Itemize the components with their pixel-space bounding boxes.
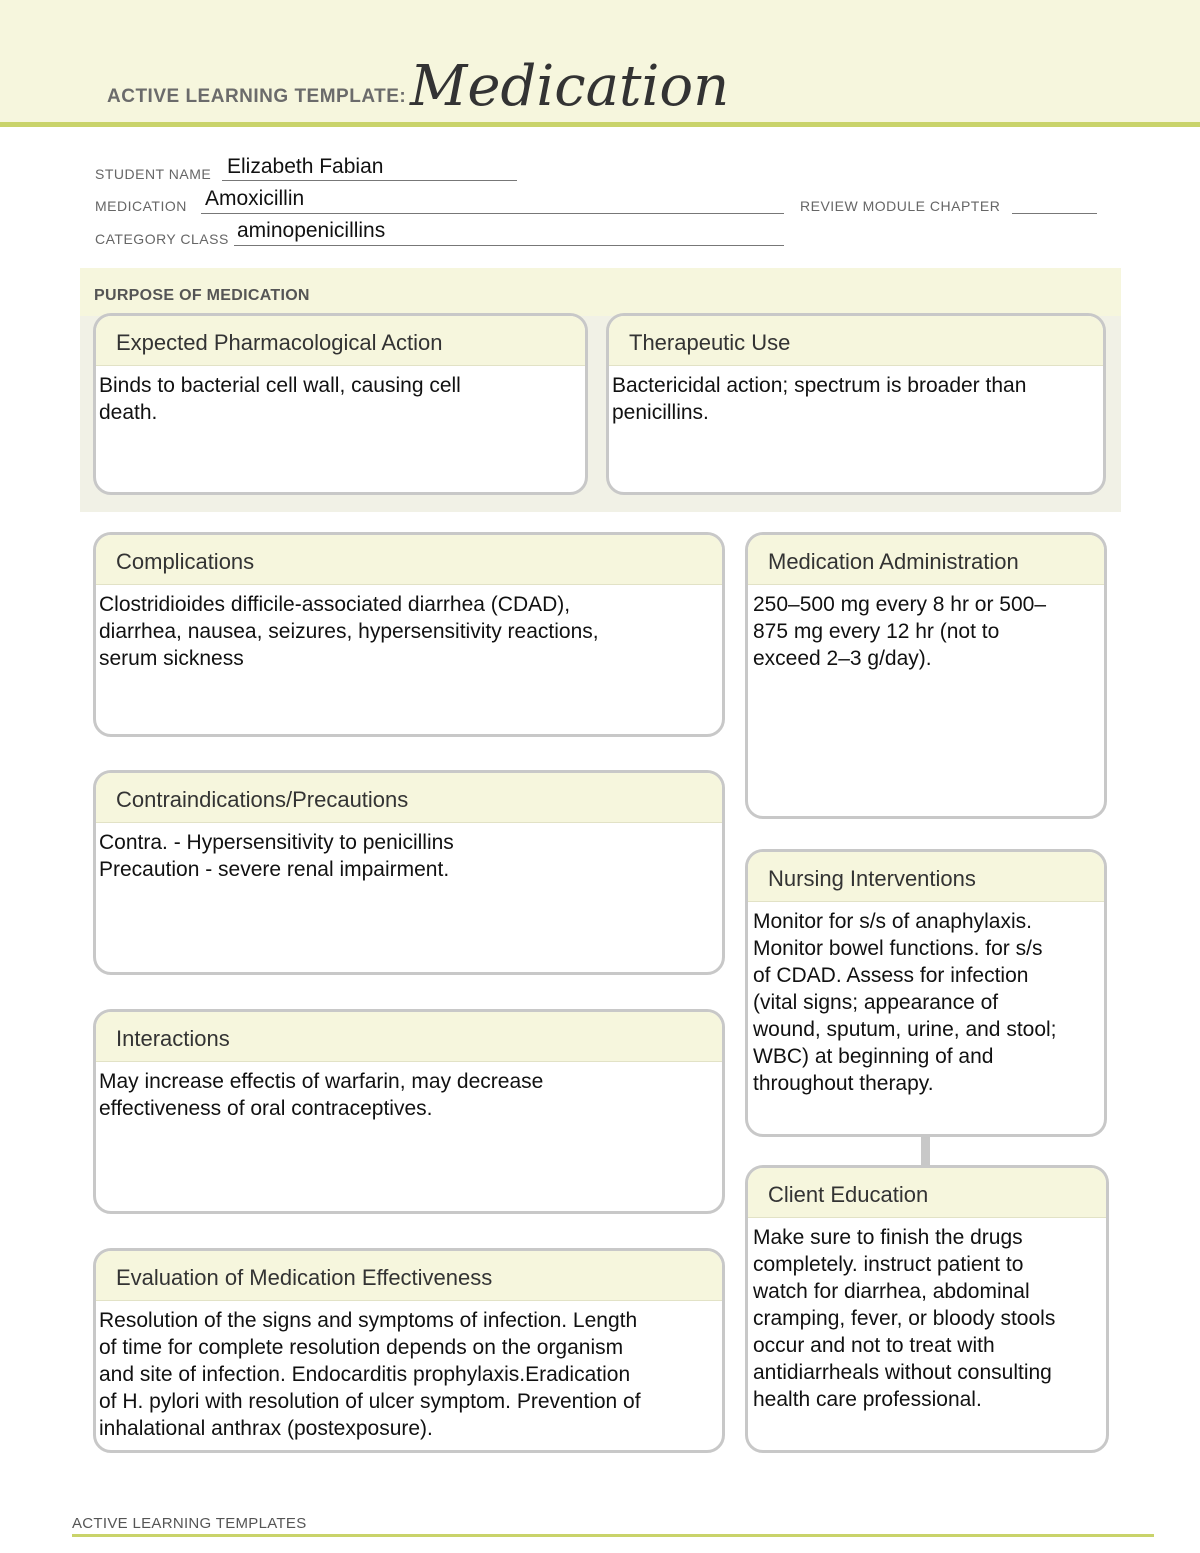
footer-divider: [72, 1534, 1154, 1537]
category-class-field[interactable]: aminopenicillins: [237, 219, 386, 242]
evaluation-text[interactable]: Resolution of the signs and symptoms of infection. Length of time for complete resolution depends on the organism and site of infection. Endocarditis prophylaxis.Eradication of H. pylori with resolution of ulcer symptom. Prevention of inhalational anthrax (postexposure).: [99, 1309, 641, 1440]
contraindications-box: [93, 770, 725, 975]
therapeutic-use-box: [606, 313, 1106, 495]
student-name-field[interactable]: Elizabeth Fabian: [227, 155, 384, 178]
medication-label: MEDICATION: [95, 198, 187, 214]
nursing-text[interactable]: Monitor for s/s of anaphylaxis. Monitor bowel functions. for s/s of CDAD. Assess for infection (vital signs; appearance of wound, sputum, urine, and stool; WBC) at beginning of and throughout therapy.: [753, 910, 1057, 1095]
contraindications-text[interactable]: Contra. - Hypersensitivity to penicillins Precaution - severe renal impairment.: [99, 831, 454, 881]
template-label: ACTIVE LEARNING TEMPLATE:: [107, 86, 407, 107]
contraindications-heading: Contraindications/Precautions: [96, 773, 722, 823]
nursing-box: [745, 849, 1107, 1137]
client-education-heading: Client Education: [748, 1168, 1106, 1218]
medication-field[interactable]: Amoxicillin: [205, 187, 305, 210]
expected-action-text[interactable]: Binds to bacterial cell wall, causing cell death.: [99, 374, 461, 424]
therapeutic-use-text[interactable]: Bactericidal action; spectrum is broader than penicillins.: [612, 374, 1027, 424]
connector-bar: [921, 1135, 930, 1167]
student-name-underline: [222, 180, 517, 181]
footer-label: ACTIVE LEARNING TEMPLATES: [72, 1515, 307, 1532]
review-module-underline: [1012, 213, 1097, 214]
therapeutic-use-heading: Therapeutic Use: [609, 316, 1103, 366]
review-module-label: REVIEW MODULE CHAPTER: [800, 198, 1001, 214]
interactions-text[interactable]: May increase effectis of warfarin, may decrease effectiveness of oral contraceptives.: [99, 1070, 544, 1120]
interactions-box: [93, 1009, 725, 1214]
medication-underline: [201, 213, 784, 214]
administration-heading: Medication Administration: [748, 535, 1104, 585]
evaluation-heading: Evaluation of Medication Effectiveness: [96, 1251, 722, 1301]
complications-heading: Complications: [96, 535, 722, 585]
header-divider: [0, 122, 1200, 127]
administration-text[interactable]: 250–500 mg every 8 hr or 500– 875 mg every 12 hr (not to exceed 2–3 g/day).: [753, 593, 1047, 670]
client-education-box: [745, 1165, 1109, 1453]
complications-box: [93, 532, 725, 737]
nursing-heading: Nursing Interventions: [748, 852, 1104, 902]
administration-box: [745, 532, 1107, 819]
expected-action-heading: Expected Pharmacological Action: [96, 316, 585, 366]
category-class-label: CATEGORY CLASS: [95, 231, 229, 247]
page-title: Medication: [410, 54, 730, 119]
category-class-underline: [234, 245, 784, 246]
student-name-label: STUDENT NAME: [95, 166, 212, 182]
client-education-text[interactable]: Make sure to finish the drugs completely. instruct patient to watch for diarrhea, abdominal cramping, fever, or bloody stools occur and not to treat with antidiarrheals without consulting health care professional.: [753, 1226, 1056, 1411]
interactions-heading: Interactions: [96, 1012, 722, 1062]
purpose-title: PURPOSE OF MEDICATION: [94, 287, 310, 304]
evaluation-box: [93, 1248, 725, 1453]
complications-text[interactable]: Clostridioides difficile-associated diarrhea (CDAD), diarrhea, nausea, seizures, hypersensitivity reactions, serum sickness: [99, 593, 599, 670]
expected-action-box: [93, 313, 588, 495]
